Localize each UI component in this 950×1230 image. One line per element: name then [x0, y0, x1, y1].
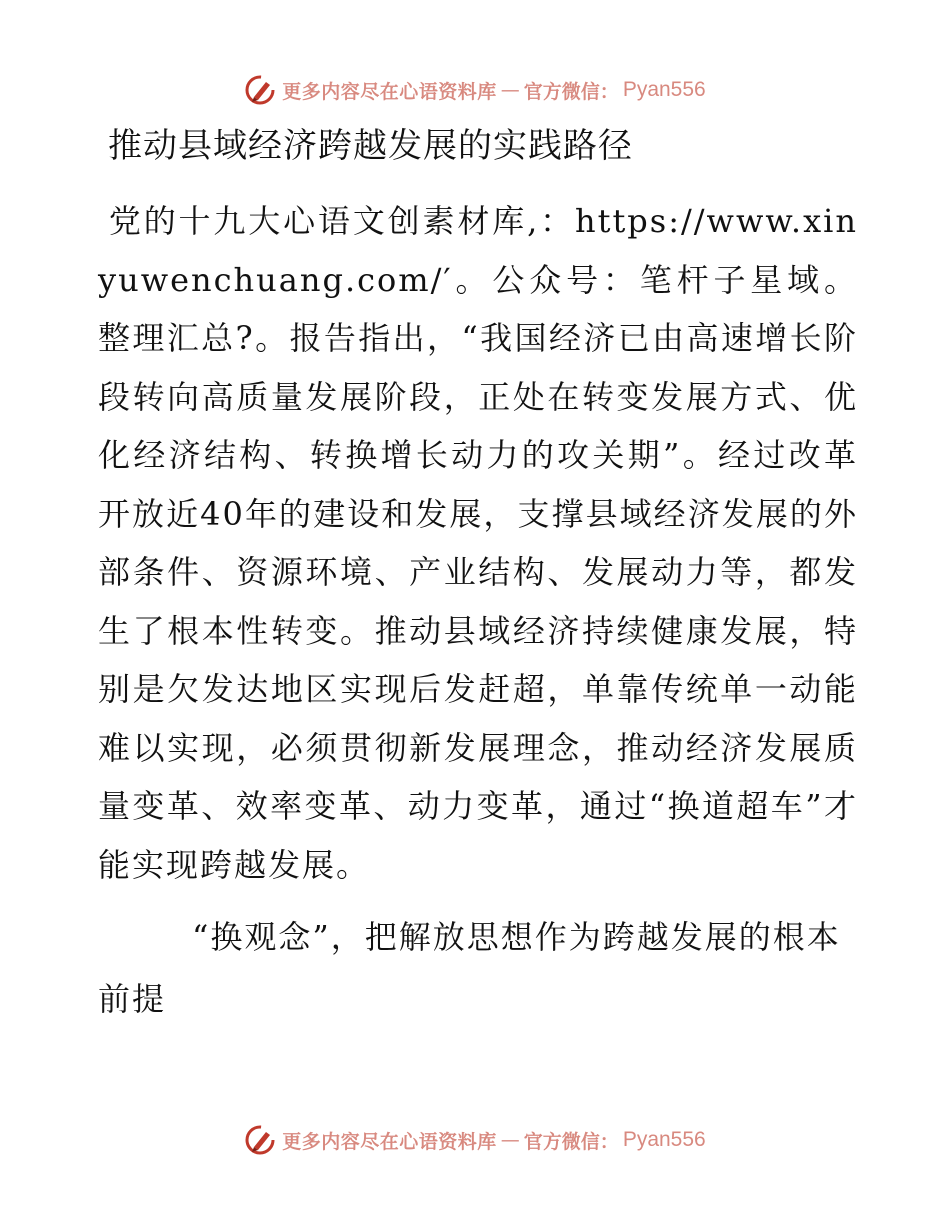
pen-logo-icon — [244, 73, 278, 107]
document-title: 推动县域经济跨越发展的实践路径 — [108, 126, 633, 166]
section-subheading: “换观念”，把解放思想作为跨越发展的根本前提 — [98, 918, 841, 1018]
body-paragraph-text: 党的十九大心语文创素材库,：https://www.xinyuwenchuang.com/′。公众号：笔杆子星域。整理汇总?。报告指出，“我国经济已由高速增长阶段转向高质量发展阶段，正处在转变发展方式、优化经济结构、转换增长动力的攻关期”。经过改革开放近40年的建设和发展，支撑县域经济发展的外部条件、资源环境、产业结构、发展动力等，都发生了根本性转变。推动县域经济持续健康发展，特别是欠发达地区实现后发赶超，单靠传统单一动能难以实现，必须贯彻新发展理念，推动经济发展质量变革、效率变革、动力变革，通过“换道超车”才能实现跨越发展。 — [98, 202, 858, 884]
banner-separator: — — [500, 79, 520, 101]
banner-official-label: 官方微信： — [523, 80, 619, 103]
banner-slogan: 更多内容尽在心语资料库 — [282, 1130, 497, 1153]
body-paragraph — [98, 192, 858, 894]
pen-logo-icon — [244, 1123, 278, 1157]
banner-wechat-id: Pyan556 — [622, 1128, 706, 1151]
banner-separator: — — [500, 1129, 520, 1151]
banner-official-label: 官方微信： — [523, 1130, 619, 1153]
footer-banner — [0, 1120, 950, 1160]
banner-wechat-id: Pyan556 — [622, 78, 706, 101]
header-banner — [0, 70, 950, 110]
banner-slogan: 更多内容尽在心语资料库 — [282, 80, 497, 103]
